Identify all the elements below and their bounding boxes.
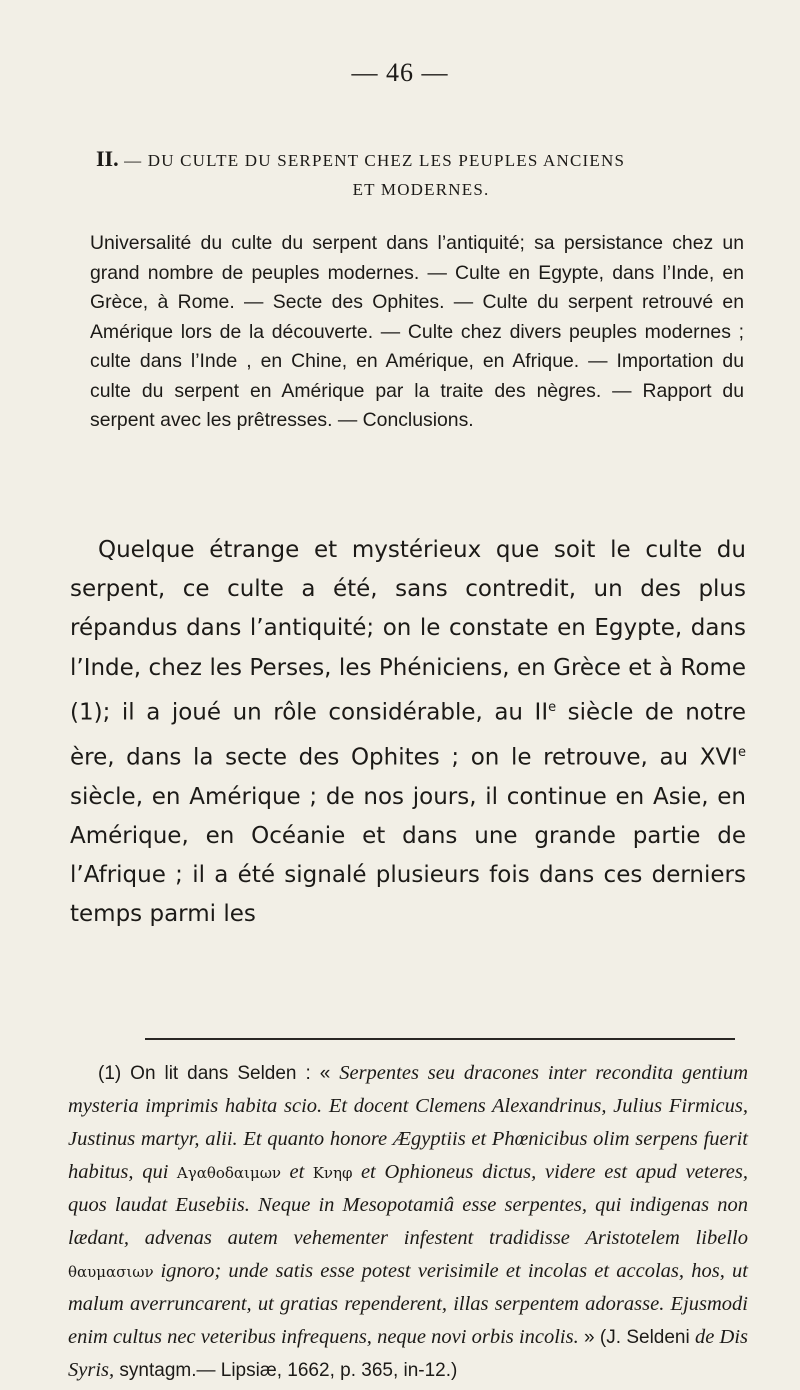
body-text-part-1: Quelque étrange et mystérieux que soit le culte du serpent, ce culte a été, sans contredit, un des plus répandus dans l’antiquité; on le constate en Egypte, dans l’Inde, chez les Perses, les Phéniciens, en Grèce et à Rome (1); il a joué un rôle considérable, au II — [70, 537, 746, 726]
body-paragraph — [70, 531, 746, 934]
footnote-latin-2: et — [289, 1161, 305, 1183]
footnote-greek-2: Κνηφ — [304, 1164, 361, 1182]
footnote-citation-1: » (J. Seldeni — [578, 1327, 696, 1348]
chapter-heading-line-1 — [96, 146, 746, 172]
superscript-e: e — [548, 699, 557, 715]
footnote-marker: (1) On lit dans Selden : « — [98, 1063, 340, 1084]
chapter-title-part-1: — DU CULTE DU SERPENT CHEZ LES PEUPLES ANCIENS — [124, 151, 626, 170]
footnote-latin-3: et Ophioneus dictus, videre est apud veteres, quos laudat Eusebiis. Neque in Mesopotamiâ esse serpentes, qui indigenas non lædant, advenas autem vehementer infestent tradidisse Aristotelem libello — [68, 1161, 748, 1249]
footnote-citation-title: de Dis Syris, — [68, 1326, 749, 1381]
chapter-summary: Universalité du culte du serpent dans l’antiquité; sa persistance chez un grand nombre de peuples modernes. — Culte en Egypte, dans l’Inde, en Grèce, à Rome. — Secte des Ophites. — Culte du serpent retrouvé en Amérique lors de la découverte. — Culte chez divers peuples modernes ; culte dans l’Inde , en Chine, en Amérique, en Afrique. — Importation du culte du serpent en Amérique par la traite des nègres. — Rapport du serpent avec les prêtresses. — Conclusions. — [90, 232, 744, 431]
footnote-citation-2: syntagm.— Lipsiæ, 1662, p. 365, in-12.) — [114, 1360, 458, 1381]
chapter-title-part-2: ET MODERNES. — [352, 180, 490, 199]
superscript-e: e — [738, 744, 746, 760]
footnote — [68, 1057, 748, 1387]
chapter-numeral: II. — [96, 146, 119, 171]
footnote-greek-1: Αγαθοδαιμων — [168, 1164, 290, 1182]
footnote-divider — [145, 1038, 735, 1040]
footnote-latin-4: ignoro; unde satis esse potest verisimile et incolas et accolas, hos, ut malum averruncarent, ut gratias rependerent, illas serpentem adorasse. Ejusmodi enim cultus nec veteribus infrequens, neque novi orbis incolis. — [68, 1260, 748, 1348]
body-text-part-2: siècle de notre ère, dans la secte des Ophites ; on le retrouve, au XVI — [70, 699, 746, 771]
footnote-greek-3: θαυμασιων — [68, 1263, 161, 1281]
footnote-latin-1: Serpentes seu dracones inter recondita gentium mysteria imprimis habita scio. Et docent Clemens Alexandrinus, Julius Firmicus, Justinus martyr, alii. Et quanto honore Ægyptiis et Phœnicibus olim serpens fuerit habitus, qui — [68, 1062, 748, 1183]
chapter-heading — [96, 146, 746, 200]
body-text-part-3: siècle, en Amérique ; de nos jours, il continue en Asie, en Amérique, en Océanie et dans une grande partie de l’Afrique ; il a été signalé plusieurs fois dans ces derniers temps parmi les — [70, 783, 746, 928]
page-number: — 46 — — [351, 58, 449, 87]
